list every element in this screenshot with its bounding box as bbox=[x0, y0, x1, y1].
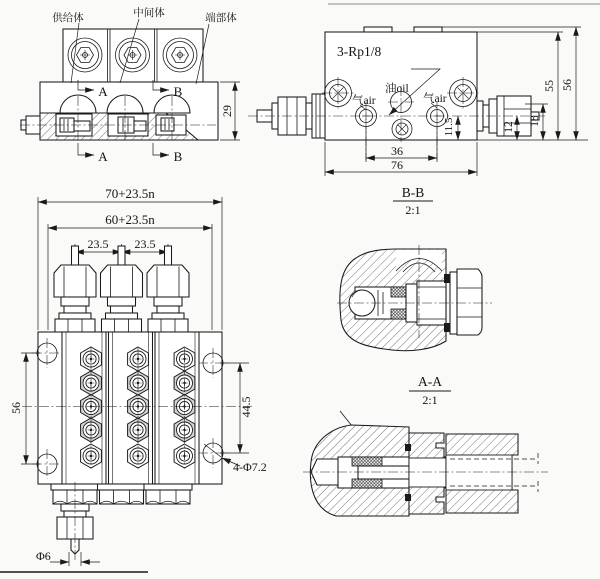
aa-title-label: A-A bbox=[418, 374, 442, 389]
dim-44-5 bbox=[220, 363, 253, 453]
air-label-right: 气air bbox=[423, 93, 447, 105]
top-blocks-outline bbox=[63, 29, 203, 82]
side-view bbox=[20, 6, 240, 164]
dim-29-label: 29 bbox=[220, 105, 234, 117]
bb-view-title bbox=[393, 185, 433, 217]
oil-label: 油oil bbox=[385, 83, 409, 95]
aa-scale-label: 2:1 bbox=[422, 393, 438, 407]
section-b-top-label: B bbox=[173, 84, 183, 99]
dim-phi6 bbox=[36, 549, 100, 566]
section-b-bottom-label: B bbox=[173, 149, 183, 164]
dim-overall-label: 70+23.5n bbox=[105, 186, 155, 201]
fitting-detail-view bbox=[303, 411, 548, 516]
bottom-nut bbox=[144, 484, 192, 504]
air-label-left: 气air bbox=[352, 95, 376, 107]
aa-view-title bbox=[409, 374, 451, 407]
dim-55-label: 55 bbox=[542, 80, 556, 92]
section-b-b-view bbox=[248, 27, 588, 217]
seal-knurl bbox=[391, 287, 406, 297]
bb-title-label: B-B bbox=[401, 185, 425, 200]
middle-body-label: 中间体 bbox=[133, 8, 165, 19]
thread-note-label: 3-Rp1/8 bbox=[337, 44, 382, 59]
inlet-fitting bbox=[54, 246, 96, 333]
mount-hole-note-label: 4-Φ7.2 bbox=[233, 460, 267, 474]
bb-scale-label: 2:1 bbox=[405, 203, 421, 217]
dim-44-5-label: 44.5 bbox=[239, 396, 253, 418]
dim-pitch1-label: 23.5 bbox=[87, 237, 109, 251]
dim-pitch2-label: 23.5 bbox=[134, 237, 156, 251]
end-body-label: 端部体 bbox=[205, 13, 237, 24]
supply-body-label: 供给体 bbox=[52, 13, 84, 24]
seal-knurl bbox=[352, 479, 382, 488]
seal-knurl bbox=[391, 309, 406, 319]
section-a-bottom-label: A bbox=[98, 149, 108, 164]
dim-12-label: 12 bbox=[503, 121, 515, 133]
dim-29 bbox=[220, 82, 240, 140]
front-view bbox=[9, 186, 267, 566]
dim-36-label: 36 bbox=[391, 144, 403, 158]
dim-18-label: 18 bbox=[529, 115, 541, 127]
section-a-a-view bbox=[337, 245, 492, 407]
dim-span-label: 60+23.5n bbox=[105, 212, 155, 227]
inlet-fitting bbox=[101, 246, 143, 333]
dim-76-label: 76 bbox=[391, 158, 403, 172]
dim-56-front bbox=[9, 353, 40, 464]
aa-bolt-head bbox=[457, 269, 482, 335]
dim-56-front-label: 56 bbox=[9, 402, 23, 414]
seal-knurl bbox=[352, 457, 382, 466]
dim-56-label: 56 bbox=[560, 79, 574, 91]
bottom-nut bbox=[98, 484, 146, 504]
dim-phi6-label: Φ6 bbox=[36, 549, 51, 563]
dim-11-5-label: 11.5 bbox=[443, 117, 455, 137]
section-a-top-label: A bbox=[98, 84, 108, 99]
inlet-fitting bbox=[147, 246, 189, 333]
